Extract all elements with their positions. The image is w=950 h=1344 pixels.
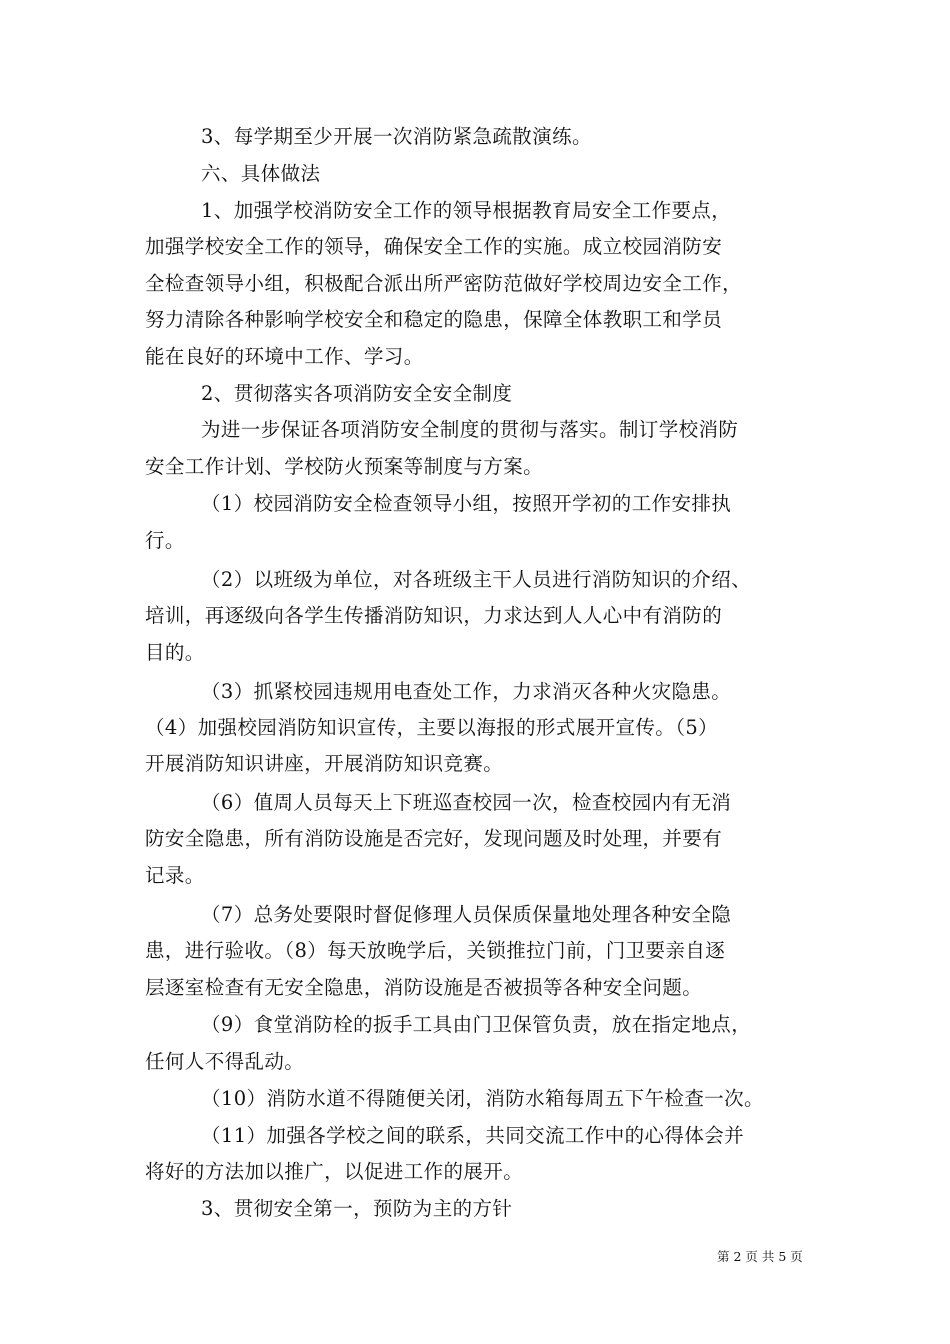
text-line: （6）值周人员每天上下班巡查校园一次，检查校园内有无消 [201, 791, 732, 814]
text-line: （1）校园消防安全检查领导小组，按照开学初的工作安排执 [201, 492, 732, 515]
text-line: 加强学校安全工作的领导，确保安全工作的实施。成立校园消防安 [145, 235, 723, 258]
text-line: 开展消防知识讲座，开展消防知识竞赛。 [145, 752, 504, 775]
text-line: 全检查领导小组，积极配合派出所严密防范做好学校周边安全工作， [145, 272, 743, 295]
text-line: 六、具体做法 [201, 162, 321, 185]
text-line: 努力清除各种影响学校安全和稳定的隐患，保障全体教职工和学员 [145, 308, 723, 331]
text-line: 3、贯彻安全第一，预防为主的方针 [201, 1197, 513, 1220]
text-line: （9）食堂消防栓的扳手工具由门卫保管负责，放在指定地点， [201, 1013, 752, 1036]
text-line: 层逐室检查有无安全隐患，消防设施是否被损等各种安全问题。 [145, 976, 703, 999]
text-line: 培训，再逐级向各学生传播消防知识，力求达到人人心中有消防的 [145, 604, 723, 627]
text-line: 防安全隐患，所有消防设施是否完好，发现问题及时处理，并要有 [145, 827, 723, 850]
text-line: 1、加强学校消防安全工作的领导根据教育局安全工作要点， [201, 199, 732, 222]
text-line: 能在良好的环境中工作、学习。 [145, 345, 424, 368]
text-line: （10）消防水道不得随便关闭，消防水箱每周五下午检查一次。 [201, 1087, 764, 1110]
text-line: 为进一步保证各项消防安全制度的贯彻与落实。制订学校消防 [201, 418, 739, 441]
text-line: （7）总务处要限时督促修理人员保质保量地处理各种安全隐 [201, 903, 732, 926]
page-number: 第 2 页 共 5 页 [717, 1249, 803, 1264]
text-line: （11）加强各学校之间的联系，共同交流工作中的心得体会并 [201, 1124, 745, 1147]
text-line: （2）以班级为单位，对各班级主干人员进行消防知识的介绍、 [201, 568, 752, 591]
text-line: 任何人不得乱动。 [145, 1050, 305, 1073]
text-line: 3、每学期至少开展一次消防紧急疏散演练。 [201, 125, 592, 148]
text-line: 将好的方法加以推广，以促进工作的展开。 [145, 1160, 524, 1183]
text-line: （4）加强校园消防知识宣传，主要以海报的形式展开宣传。（5） [145, 716, 719, 739]
text-line: 记录。 [145, 864, 205, 887]
text-line: 安全工作计划、学校防火预案等制度与方案。 [145, 455, 544, 478]
text-line: 目的。 [145, 641, 205, 664]
text-line: 2、贯彻落实各项消防安全安全制度 [201, 382, 513, 405]
text-line: 行。 [145, 529, 185, 552]
text-line: （3）抓紧校园违规用电查处工作，力求消灭各种火灾隐患。 [201, 680, 732, 703]
text-line: 患，进行验收。（8）每天放晚学后，关锁推拉门前，门卫要亲自逐 [145, 939, 726, 962]
